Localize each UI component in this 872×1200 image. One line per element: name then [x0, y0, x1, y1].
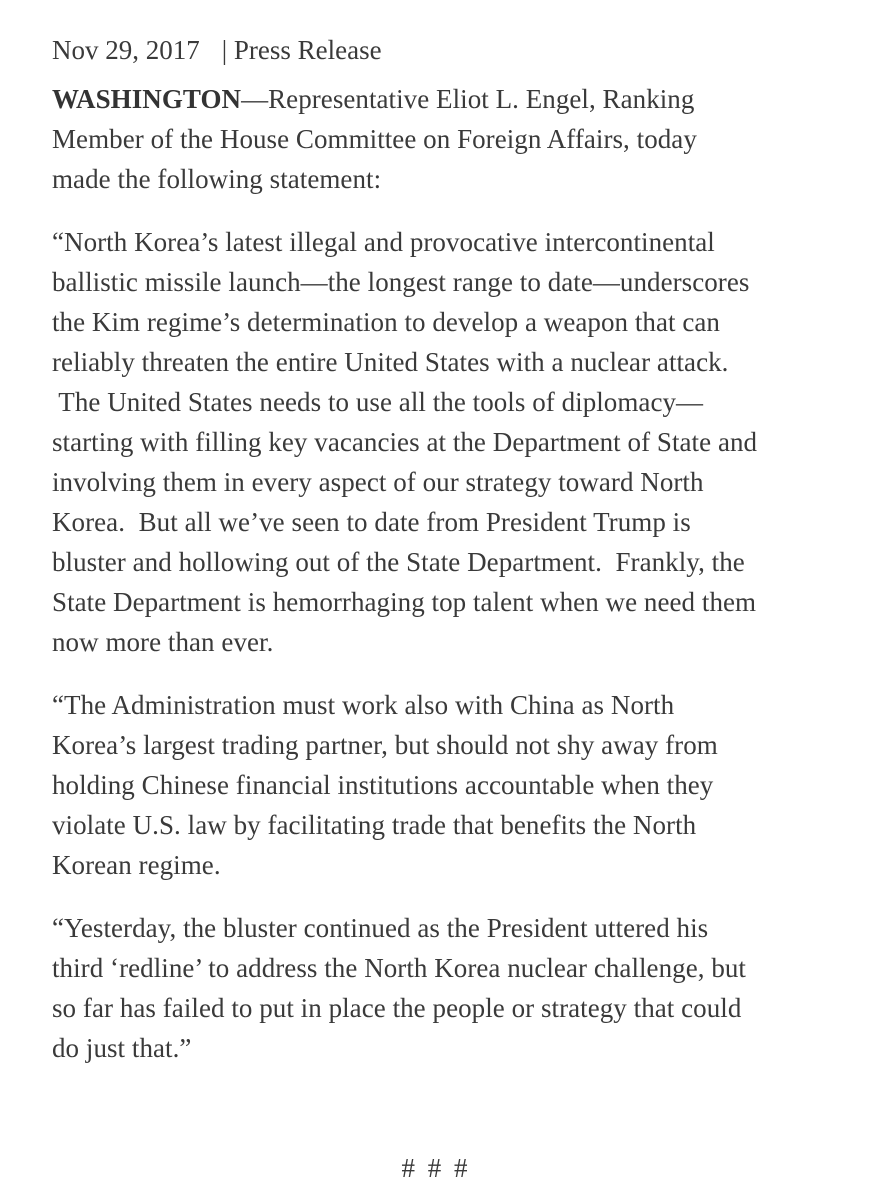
statement-line: reliably threaten the entire United States with a nuclear attack.: [52, 347, 729, 377]
statement-line: holding Chinese financial institutions accountable when they: [52, 770, 714, 800]
statement-line: third ‘redline’ to address the North Korea nuclear challenge, but: [52, 953, 746, 983]
statement-line: Korea’s largest trading partner, but should not shy away from: [52, 730, 718, 760]
statement-line: “Yesterday, the bluster continued as the President uttered his: [52, 913, 709, 943]
intro-paragraph: [52, 79, 842, 199]
statement-line: bluster and hollowing out of the State Department. Frankly, the: [52, 547, 745, 577]
intro-line-2: Member of the House Committee on Foreign Affairs, today: [52, 124, 697, 154]
end-mark: # # #: [401, 1153, 471, 1183]
statement-paragraph-1: [52, 222, 842, 662]
release-category: Press Release: [233, 35, 382, 65]
statement-line: ballistic missile launch—the longest range to date—underscores: [52, 267, 750, 297]
dateline: WASHINGTON: [52, 84, 242, 114]
statement-line: do just that.”: [52, 1033, 192, 1063]
statement-line: involving them in every aspect of our strategy toward North: [52, 467, 704, 497]
statement-paragraph-2: [52, 685, 842, 885]
statement-line: “North Korea’s latest illegal and provocative intercontinental: [52, 227, 715, 257]
statement-line: the Kim regime’s determination to develop a weapon that can: [52, 307, 720, 337]
statement-line: State Department is hemorrhaging top talent when we need them: [52, 587, 757, 617]
statement-line: starting with filling key vacancies at the Department of State and: [52, 427, 758, 457]
intro-line-3: made the following statement:: [52, 164, 382, 194]
release-meta: [52, 30, 842, 70]
statement-line: now more than ever.: [52, 627, 274, 657]
statement-line: Korean regime.: [52, 850, 221, 880]
press-release: [52, 30, 842, 1091]
statement-line: so far has failed to put in place the people or strategy that could: [52, 993, 742, 1023]
intro-line-1: [52, 79, 842, 119]
statement-line: Korea. But all we’ve seen to date from President Trump is: [52, 507, 691, 537]
statement-line: “The Administration must work also with China as North: [52, 690, 675, 720]
intro-line-1-text: —Representative Eliot L. Engel, Ranking: [241, 84, 695, 114]
statement-paragraph-3: [52, 908, 842, 1068]
statement-line: violate U.S. law by facilitating trade that benefits the North: [52, 810, 697, 840]
meta-separator: |: [221, 35, 228, 65]
statement-line: The United States needs to use all the tools of diplomacy—: [52, 387, 704, 417]
release-date: Nov 29, 2017: [52, 35, 200, 65]
